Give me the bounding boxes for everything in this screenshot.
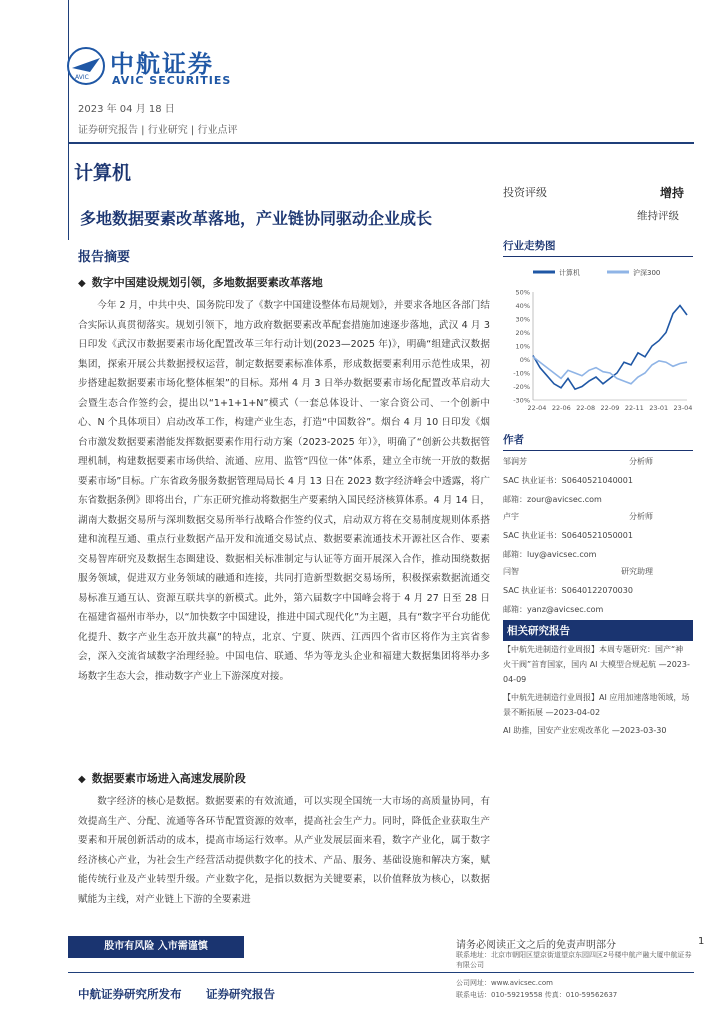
author-role: 分析师 (629, 512, 653, 521)
y-tick-label: -10% (513, 369, 530, 378)
footer-publisher: 中航证券研究所发布 (78, 987, 182, 1001)
x-tick-label: 22-06 (551, 404, 571, 412)
related-heading: 相关研究报告 (503, 620, 693, 641)
y-tick-label: -20% (513, 383, 530, 391)
legend-label: 计算机 (559, 269, 580, 277)
contact-phone: 联系电话：010-59219558 传真：010-59562637 (456, 991, 618, 999)
author-role: 研究助理 (621, 567, 653, 576)
y-tick-label: 20% (515, 329, 530, 337)
section-text: 今年 2 月，中共中央、国务院印发了《数字中国建设整体布局规划》，并要求各地区各部门结合实际认真贯彻落实。规划引领下，地方政府数据要素改革配套措施加速逐步落地，武汉 4 月 3 日印发《武汉市数据要素市场化配置改革三年行动计划(2023—2025 年)》，明确“组建武汉数据集团，探索开展公共数据授权运营，制定数据要素标准体系，形成数据要素利用示范性成果，初步搭建起数据要素市场化整体框架”的目标。郑州 4 月 3 日举办数据要素市场化配置改革启动大会暨生态合作签约会，提出以“1+1+1+N”模式（一套总体设计、一家合资公司、一个创新中心、N 个具体项目）启动改革工作，构建产业生态，打造“中国数谷”。烟台 4 月 10 日印发《烟台市激发数据要素潜能发挥数据要素作用行动方案（2023-2025 年）》，明确了“创新公共数据管理机制，构建数据要素市场供给、流通、应用、监管“四位一体”体系，建立全市统一开放的数据要素市场”目标。广东省政务服务数据管理局局长 4 月 13 日在 2023 数字经济峰会中透露，将广东省数据条例》即将出台，广东正研究推动将数据生产要素纳入国民经济核算体系。4 月 14 日，湖南大数据交易所与深圳数据交易所举行战略合作签约仪式，启动双方将在交易制度规则体系搭建和流程互通、重点行业数据产品开发和流通交易试点、数据要素流通技术开源社区合作、要素交易智库研究及数据生态圈建设、数据相关标准制定与认证等方面开展深入合作，推动围绕数据服务领域，促进双方业务领域的融通和连接，共同打造新型数据交易场所，积极探索数据流通交易标准互通互认、资源互联共享的新模式。此外，第六届数字中国峰会将于 4 月 27 日至 28 日在福建省福州市举办，以“加快数字中国建设，推进中国式现代化”为主题，具有“数字平台功能优化提升、数字产业生态开放共赢”的特点，北京、宁夏、陕西、江西四个省市区将作为主宾省参会，深入交流省域数字治理经验。中国电信、联通、华为等龙头企业和福建大数据集团将举办多场数字生态大会，推动数字产业上下游深度对接。 (78, 300, 490, 682)
section-1 (78, 274, 490, 740)
x-tick-label: 23-04 (673, 404, 693, 412)
author-block (503, 511, 693, 560)
x-tick-label: 22-04 (527, 404, 547, 412)
section-2 (78, 770, 490, 928)
author-name: 邹润芳 (503, 457, 527, 466)
author-block (503, 456, 693, 505)
divider (68, 142, 694, 144)
y-tick-label: 50% (515, 288, 530, 297)
author-sac: SAC 执业证书：S0640122070030 (503, 586, 633, 595)
section-heading: ◆ 数据要素市场进入高速发展阶段 (78, 770, 490, 786)
author-sac: SAC 执业证书：S0640521040001 (503, 476, 633, 485)
report-category: 证券研究报告 | 行业研究 | 行业点评 (78, 125, 238, 136)
legend-label: 沪深300 (633, 269, 661, 277)
authors-list (503, 456, 693, 615)
header-rule (68, 0, 69, 240)
logo-text-en: AVIC SECURITIES (112, 74, 232, 87)
author-email[interactable]: 邮箱：zour@avicsec.com (503, 495, 602, 504)
author-email[interactable]: 邮箱：luy@avicsec.com (503, 550, 597, 559)
footer-divider (68, 972, 694, 973)
related-item[interactable]: 【中航先进制造行业周报】本周专题研究：国产“神火干阀”首育国家，国内 AI 大模型合规起航 —2023-04-09 (503, 645, 690, 684)
trend-chart (503, 262, 693, 422)
x-tick-label: 23-01 (649, 404, 669, 412)
report-date: 2023 年 04 月 18 日 (78, 104, 175, 115)
avic-logo-icon (66, 46, 106, 86)
rating-sub: 维持评级 (637, 210, 679, 222)
logo-mark-text: AVIC (75, 74, 89, 81)
y-tick-label: 30% (515, 315, 530, 324)
related-item[interactable]: 【中航先进制造行业周报】AI 应用加速落地领域，场景不断拓展 —2023-04-02 (503, 693, 690, 717)
rating-label: 投资评级 (503, 186, 547, 199)
series-line (533, 306, 687, 390)
y-tick-label: 10% (515, 342, 530, 351)
related-list (503, 642, 691, 738)
series-line (533, 357, 687, 384)
footer-report-type: 证券研究报告 (206, 987, 275, 1001)
contact-address: 联系地址：北京市朝阳区望京街道望京东园四区2号楼中航产融大厦中航证券有限公司 (456, 951, 692, 969)
author-block (503, 566, 693, 615)
author-role: 分析师 (629, 457, 653, 466)
logo-text-cn: 中航证券 (110, 50, 214, 78)
summary-heading: 报告摘要 (78, 250, 131, 265)
risk-banner: 股市有风险 入市需谨慎 (68, 936, 244, 958)
section-text: 数字经济的核心是数据。数据要素的有效流通，可以实现全国统一大市场的高质量协同，有效提高生产、分配、流通等各环节配置资源的效率，提高社会生产力。同时，降低企业获取生产要素和开展创新活动的成本，提高市场运行效率。从产业发展层面来看，数字产业化，属于数字经济核心产业，为社会生产经营活动提供数字化的技术、产品、服务、基础设施和解决方案，赋能传统行业及产业转型升级。产业数字化，是指以数据为关键要素，以价值释放为核心，以数据赋能为主线，对产业链上下游的全要素进 (78, 796, 490, 905)
contact-website[interactable]: 公司网址：www.avicsec.com (456, 979, 553, 987)
y-tick-label: 40% (515, 302, 530, 310)
authors-heading: 作者 (503, 432, 693, 451)
x-tick-label: 22-11 (624, 404, 644, 412)
author-name: 闫智 (503, 567, 519, 576)
rating-value: 增持 (660, 186, 685, 200)
related-item[interactable]: AI 助推，国安产业宏观改革化 —2023-03-30 (503, 726, 667, 735)
disclaimer-title: 请务必阅读正文之后的免责声明部分 (456, 940, 616, 951)
industry-name: 计算机 (74, 162, 132, 184)
page-number: 1 (698, 936, 705, 947)
author-name: 卢宇 (503, 512, 519, 521)
x-tick-label: 22-08 (576, 404, 596, 412)
report-title: 多地数据要素改革落地，产业链协同驱动企业成长 (80, 209, 433, 228)
y-tick-label: 0% (519, 356, 530, 364)
author-sac: SAC 执业证书：S0640521050001 (503, 531, 633, 540)
section-heading: ◆ 数字中国建设规划引领，多地数据要素改革落地 (78, 274, 490, 290)
author-email[interactable]: 邮箱：yanz@avicsec.com (503, 605, 604, 614)
chart-heading: 行业走势图 (503, 238, 693, 257)
x-tick-label: 22-09 (600, 404, 620, 412)
y-tick-label: -30% (513, 396, 530, 405)
